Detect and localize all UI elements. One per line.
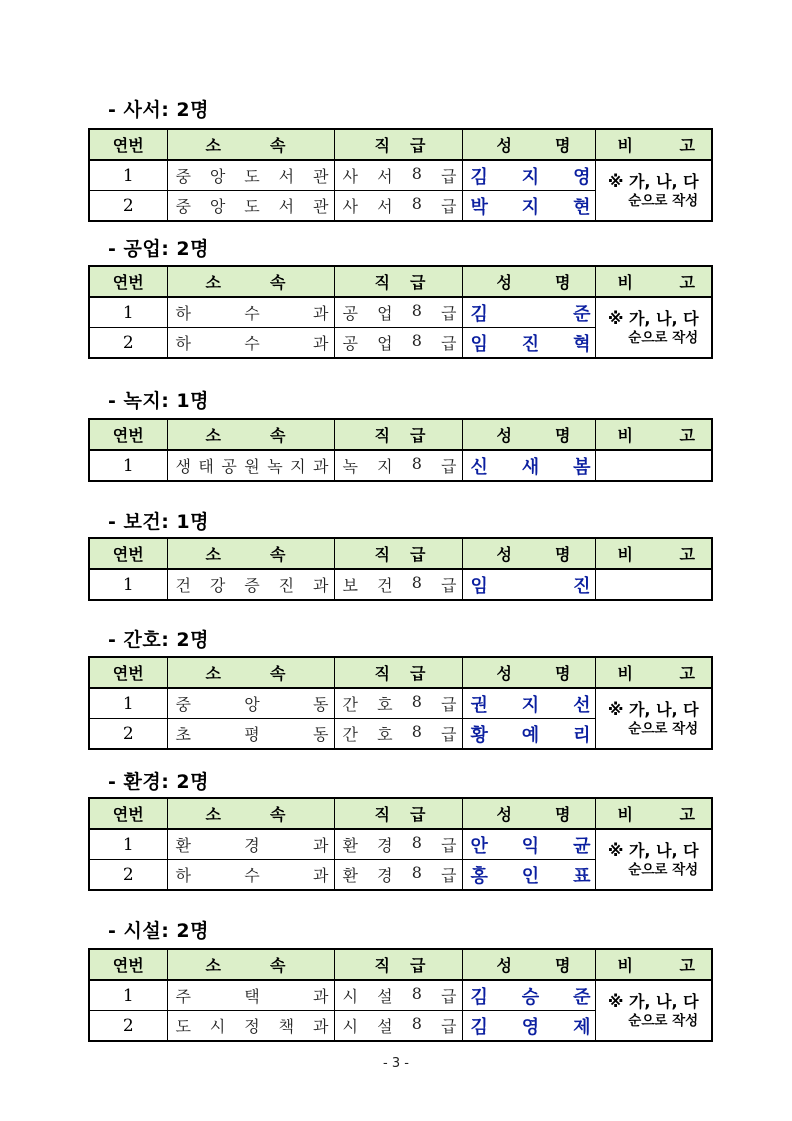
column-header-name [462,657,595,688]
person-name-text: 권 지 선 [470,694,591,716]
column-header-name [462,798,595,829]
department-cell [167,829,334,860]
serial-number: 2 [89,860,167,891]
rank-text: 시 설 8 급 [342,1014,457,1036]
column-header-note [595,538,712,569]
column-header-dept-text: 소 속 [205,805,286,824]
column-header-rank [334,949,462,980]
person-name-cell [462,328,595,359]
staff-table [88,265,713,359]
rank-text: 공 업 8 급 [342,331,457,353]
rank-text: 시 설 8 급 [342,984,457,1006]
column-header-name [462,129,595,160]
remarks-line-1: ※ 가, 나, 다 [607,840,699,860]
column-header-dept [167,798,334,829]
column-header-name [462,266,595,297]
column-header-note [595,419,712,450]
rank-text: 녹 지 8 급 [342,454,457,476]
rank-cell [334,569,462,600]
column-header-dept-text: 소 속 [205,664,286,683]
person-name-cell [462,191,595,222]
column-header-dept-text: 소 속 [205,545,286,564]
staff-table [88,656,713,750]
column-header-no: 연번 [89,129,167,160]
section-heading: - 시설: 2명 [108,920,209,942]
column-header-rank-text: 직 급 [374,136,426,155]
person-name-text: 홍 인 표 [470,865,591,887]
person-name-text: 안 익 균 [470,835,591,857]
remarks-cell [595,688,712,749]
serial-number: 2 [89,191,167,222]
person-name-cell [462,688,595,719]
department-cell [167,160,334,191]
column-header-rank [334,419,462,450]
column-header-dept [167,266,334,297]
serial-number: 1 [89,569,167,600]
column-header-no: 연번 [89,798,167,829]
column-header-rank-text: 직 급 [374,426,426,445]
person-name-cell [462,829,595,860]
serial-number: 1 [89,980,167,1011]
column-header-rank [334,129,462,160]
column-header-rank-text: 직 급 [374,664,426,683]
serial-number: 2 [89,1011,167,1042]
staff-table [88,128,713,222]
remarks-line-1: ※ 가, 나, 다 [607,991,699,1011]
person-name-text: 임 진 혁 [470,333,591,355]
remarks-cell [595,829,712,890]
column-header-name [462,949,595,980]
column-header-name [462,419,595,450]
column-header-name-text: 성 명 [496,426,571,445]
department-text: 하 수 과 [175,304,329,323]
rank-cell [334,688,462,719]
rank-cell [334,980,462,1011]
column-header-note-text: 비 고 [617,545,695,564]
column-header-no: 연번 [89,538,167,569]
rank-cell [334,1011,462,1042]
remarks-cell [595,569,712,600]
column-header-dept [167,538,334,569]
person-name-text: 김 영 제 [470,1016,591,1038]
column-header-name-text: 성 명 [496,664,571,683]
column-header-dept-text: 소 속 [205,273,286,292]
remarks-line-2: 순으로 작성 [628,1013,699,1030]
column-header-no: 연번 [89,419,167,450]
column-header-note [595,266,712,297]
table-row [89,688,712,719]
department-cell [167,1011,334,1042]
section-heading: - 환경: 2명 [108,771,209,793]
department-cell [167,688,334,719]
column-header-dept [167,129,334,160]
remarks-cell [595,160,712,221]
column-header-name-text: 성 명 [496,136,571,155]
column-header-note-text: 비 고 [617,426,695,445]
header-row [89,798,712,829]
rank-cell [334,297,462,328]
department-cell [167,719,334,750]
table-row [89,829,712,860]
column-header-no: 연번 [89,949,167,980]
column-header-note [595,949,712,980]
person-name-text: 김 지 영 [470,166,591,188]
remarks-line-2: 순으로 작성 [628,721,699,738]
column-header-note-text: 비 고 [617,956,695,975]
rank-text: 공 업 8 급 [342,301,457,323]
serial-number: 1 [89,160,167,191]
remarks-line-2: 순으로 작성 [628,193,699,210]
remarks-cell [595,980,712,1041]
column-header-rank [334,798,462,829]
department-text: 건 강 증 진 과 [175,576,329,595]
header-row [89,949,712,980]
department-text: 하 수 과 [175,334,329,353]
department-cell [167,980,334,1011]
column-header-note-text: 비 고 [617,273,695,292]
column-header-rank [334,538,462,569]
column-header-rank-text: 직 급 [374,956,426,975]
person-name-cell [462,1011,595,1042]
table-row [89,569,712,600]
column-header-no: 연번 [89,266,167,297]
column-header-note-text: 비 고 [617,805,695,824]
serial-number: 1 [89,688,167,719]
serial-number: 1 [89,450,167,481]
rank-cell [334,328,462,359]
rank-cell [334,191,462,222]
serial-number: 1 [89,829,167,860]
person-name-text: 황 예 리 [470,724,591,746]
column-header-name-text: 성 명 [496,273,571,292]
header-row [89,266,712,297]
column-header-name-text: 성 명 [496,545,571,564]
department-cell [167,297,334,328]
rank-text: 환 경 8 급 [342,863,457,885]
department-text: 중 앙 도 서 관 [175,167,329,186]
person-name-text: 임 진 [470,575,591,597]
table-row [89,450,712,481]
header-row [89,538,712,569]
column-header-dept [167,949,334,980]
department-text: 하 수 과 [175,866,329,885]
remarks-line-1: ※ 가, 나, 다 [607,308,699,328]
column-header-rank [334,657,462,688]
section-heading: - 간호: 2명 [108,629,209,651]
column-header-note-text: 비 고 [617,664,695,683]
table-row [89,980,712,1011]
rank-cell [334,160,462,191]
staff-table [88,418,713,482]
table-row [89,297,712,328]
department-text: 주 택 과 [175,987,329,1006]
serial-number: 2 [89,328,167,359]
staff-table [88,948,713,1042]
department-cell [167,569,334,600]
column-header-dept [167,419,334,450]
column-header-rank-text: 직 급 [374,545,426,564]
person-name-text: 김 승 준 [470,986,591,1008]
section-heading: - 공업: 2명 [108,238,209,260]
person-name-cell [462,569,595,600]
rank-text: 사 서 8 급 [342,194,457,216]
column-header-dept-text: 소 속 [205,956,286,975]
header-row [89,419,712,450]
rank-cell [334,719,462,750]
staff-table [88,797,713,891]
section-heading: - 녹지: 1명 [108,390,209,412]
rank-cell [334,829,462,860]
column-header-name-text: 성 명 [496,956,571,975]
column-header-dept-text: 소 속 [205,426,286,445]
department-cell [167,450,334,481]
person-name-cell [462,297,595,328]
person-name-text: 김 준 [470,303,591,325]
rank-text: 환 경 8 급 [342,833,457,855]
column-header-note [595,129,712,160]
serial-number: 1 [89,297,167,328]
remarks-cell [595,450,712,481]
remarks-line-2: 순으로 작성 [628,862,699,879]
staff-table [88,537,713,601]
rank-text: 간 호 8 급 [342,722,457,744]
section-heading: - 사서: 2명 [108,99,209,121]
column-header-note [595,798,712,829]
department-text: 도 시 정 책 과 [175,1017,329,1036]
person-name-text: 신 새 봄 [470,456,591,478]
remarks-line-1: ※ 가, 나, 다 [607,699,699,719]
column-header-note-text: 비 고 [617,136,695,155]
department-text: 환 경 과 [175,836,329,855]
page-number: - 3 - [383,1056,409,1071]
remarks-line-2: 순으로 작성 [628,330,699,347]
column-header-rank-text: 직 급 [374,273,426,292]
header-row [89,657,712,688]
person-name-cell [462,450,595,481]
rank-text: 사 서 8 급 [342,164,457,186]
person-name-text: 박 지 현 [470,196,591,218]
column-header-no: 연번 [89,657,167,688]
person-name-cell [462,860,595,891]
department-cell [167,328,334,359]
serial-number: 2 [89,719,167,750]
department-text: 중 앙 도 서 관 [175,197,329,216]
column-header-name [462,538,595,569]
table-row [89,160,712,191]
rank-text: 간 호 8 급 [342,692,457,714]
rank-text: 보 건 8 급 [342,573,457,595]
person-name-cell [462,160,595,191]
section-heading: - 보건: 1명 [108,511,209,533]
column-header-name-text: 성 명 [496,805,571,824]
rank-cell [334,860,462,891]
column-header-note [595,657,712,688]
remarks-cell [595,297,712,358]
department-text: 중 앙 동 [175,695,329,714]
department-cell [167,191,334,222]
rank-cell [334,450,462,481]
person-name-cell [462,980,595,1011]
department-text: 생 태 공 원 녹 지 과 [175,457,329,476]
column-header-dept-text: 소 속 [205,136,286,155]
column-header-rank [334,266,462,297]
column-header-rank-text: 직 급 [374,805,426,824]
department-text: 초 평 동 [175,725,329,744]
column-header-dept [167,657,334,688]
person-name-cell [462,719,595,750]
remarks-line-1: ※ 가, 나, 다 [607,171,699,191]
department-cell [167,860,334,891]
header-row [89,129,712,160]
